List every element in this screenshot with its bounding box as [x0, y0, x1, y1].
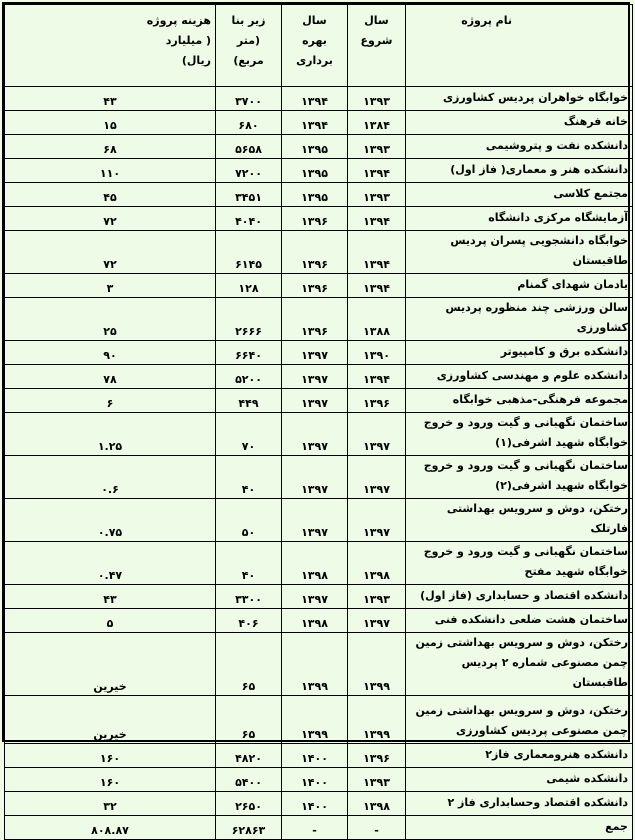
operation-year-cell: ۱۴۰۰ — [282, 792, 348, 816]
project-name-cell: یادمان شهدای گمنام — [406, 274, 633, 298]
cost-cell: ۱۶۰ — [5, 744, 216, 768]
operation-year-cell: ۱۳۹۵ — [282, 159, 348, 183]
projects-table-frame — [2, 2, 630, 837]
start-year-cell: ۱۳۹۸ — [348, 542, 406, 585]
cost-cell: ۱۶۰ — [5, 768, 216, 792]
project-name-cell: دانشکده علوم و مهندسی کشاورزی — [406, 365, 633, 389]
table-row — [5, 231, 633, 274]
operation-year-cell: ۱۴۰۰ — [282, 768, 348, 792]
project-name-cell: مجتمع کلاسی — [406, 183, 633, 207]
table-row — [5, 499, 633, 542]
cost-cell: خیرین — [5, 696, 216, 744]
operation-year-cell: ۱۳۹۵ — [282, 183, 348, 207]
area-cell: ۴۰ — [216, 542, 282, 585]
cost-cell: ۲۵ — [5, 298, 216, 341]
operation-year-cell: ۱۳۹۷ — [282, 365, 348, 389]
cost-cell: ۳ — [5, 274, 216, 298]
start-year-cell: ۱۳۹۳ — [348, 585, 406, 609]
area-cell: ۲۶۵۰ — [216, 792, 282, 816]
operation-year-cell: ۱۳۹۴ — [282, 87, 348, 111]
cost-cell: ۱۱۰ — [5, 159, 216, 183]
project-name-cell: رختکن، دوش و سرویس بهداشتی زمین چمن مصنوعی پردیس کشاورزی — [406, 696, 633, 744]
start-year-cell: ۱۳۹۷ — [348, 413, 406, 456]
cost-cell: ۷۲ — [5, 207, 216, 231]
table-row — [5, 744, 633, 768]
cost-cell: ۱.۲۵ — [5, 413, 216, 456]
operation-year-cell: ۱۳۹۷ — [282, 585, 348, 609]
operation-year-cell: - — [282, 816, 348, 840]
start-year-cell: ۱۳۹۸ — [348, 792, 406, 816]
area-cell: ۶۲۸۶۳ — [216, 816, 282, 840]
total-row — [5, 816, 633, 840]
project-name-cell: ساختمان نگهبانی و گیت ورود و خروج خوابگاه شهید مفتح — [406, 542, 633, 585]
project-name-cell: خانه فرهنگ — [406, 111, 633, 135]
start-year-cell: ۱۳۹۴ — [348, 231, 406, 274]
project-name-cell: آزمایشگاه مرکزی دانشگاه — [406, 207, 633, 231]
table-row — [5, 298, 633, 341]
cost-cell: ۵ — [5, 609, 216, 633]
project-name-cell: خوابگاه خواهران پردیس کشاورزی — [406, 87, 633, 111]
table-row — [5, 456, 633, 499]
cost-cell: ۷۲ — [5, 231, 216, 274]
area-cell: ۳۴۵۱ — [216, 183, 282, 207]
project-name-cell: سالن ورزشی چند منظوره پردیس کشاورزی — [406, 298, 633, 341]
start-year-cell: ۱۳۹۳ — [348, 768, 406, 792]
projects-table — [4, 4, 633, 840]
table-row — [5, 341, 633, 365]
cost-cell: ۸۰۸.۸۷ — [5, 816, 216, 840]
start-year-cell: ۱۳۹۳ — [348, 87, 406, 111]
cost-cell: ۷۸ — [5, 365, 216, 389]
table-row — [5, 135, 633, 159]
cost-cell: ۹۰ — [5, 341, 216, 365]
start-year-cell: ۱۳۹۴ — [348, 365, 406, 389]
table-row — [5, 207, 633, 231]
project-name-cell: دانشکده اقتصاد وحسابداری فاز ۲ — [406, 792, 633, 816]
table-row — [5, 768, 633, 792]
cost-cell: ۶ — [5, 389, 216, 413]
header-project-name: نام پروژه — [406, 5, 633, 87]
table-row — [5, 159, 633, 183]
area-cell: ۷۲۰۰ — [216, 159, 282, 183]
table-row — [5, 87, 633, 111]
area-cell: ۴۰۴۰ — [216, 207, 282, 231]
start-year-cell: ۱۳۹۰ — [348, 341, 406, 365]
cost-cell: ۱۵ — [5, 111, 216, 135]
area-cell: ۵۶۵۸ — [216, 135, 282, 159]
project-name-cell: خوابگاه دانشجویی پسران پردیس طاقبستان — [406, 231, 633, 274]
operation-year-cell: ۱۳۹۶ — [282, 298, 348, 341]
cost-cell: ۰.۷۵ — [5, 499, 216, 542]
cost-cell: ۶۸ — [5, 135, 216, 159]
start-year-cell: ۱۳۹۶ — [348, 744, 406, 768]
cost-cell: ۴۳ — [5, 87, 216, 111]
project-name-cell: ساختمان نگهبانی و گیت ورود و خروج خوابگاه شهید اشرفی(۱) — [406, 413, 633, 456]
table-row — [5, 389, 633, 413]
table-row — [5, 365, 633, 389]
area-cell: ۶۶۴۰ — [216, 341, 282, 365]
table-row — [5, 792, 633, 816]
operation-year-cell: ۱۳۹۷ — [282, 413, 348, 456]
project-name-cell: دانشکده هنرومعماری فاز۲ — [406, 744, 633, 768]
start-year-cell: ۱۳۹۹ — [348, 633, 406, 696]
table-row — [5, 585, 633, 609]
project-name-cell: دانشکده هنر و معماری( فاز اول) — [406, 159, 633, 183]
area-cell: ۷۰ — [216, 413, 282, 456]
area-cell: ۴۰ — [216, 456, 282, 499]
start-year-cell: ۱۳۹۴ — [348, 274, 406, 298]
area-cell: ۵۲۰۰ — [216, 365, 282, 389]
area-cell: ۴۴۹ — [216, 389, 282, 413]
start-year-cell: ۱۳۹۷ — [348, 499, 406, 542]
table-row — [5, 274, 633, 298]
operation-year-cell: ۱۳۹۵ — [282, 135, 348, 159]
operation-year-cell: ۱۳۹۹ — [282, 633, 348, 696]
area-cell: ۲۶۶۶ — [216, 298, 282, 341]
start-year-cell: ۱۳۹۷ — [348, 456, 406, 499]
header-cost: هزینه پروژه ( میلیارد ریال) — [5, 5, 216, 87]
table-row — [5, 413, 633, 456]
operation-year-cell: ۱۳۹۹ — [282, 696, 348, 744]
project-name-cell: دانشکده شیمی — [406, 768, 633, 792]
cost-cell: ۰.۶ — [5, 456, 216, 499]
project-name-cell: دانشکده اقتصاد و حسابداری (فاز اول) — [406, 585, 633, 609]
start-year-cell: - — [348, 816, 406, 840]
project-name-cell: دانشکده نفت و پتروشیمی — [406, 135, 633, 159]
cost-cell: ۰.۴۷ — [5, 542, 216, 585]
area-cell: ۳۷۰۰ — [216, 87, 282, 111]
cost-cell: ۳۲ — [5, 792, 216, 816]
table-row — [5, 183, 633, 207]
operation-year-cell: ۱۳۹۶ — [282, 231, 348, 274]
start-year-cell: ۱۳۹۳ — [348, 183, 406, 207]
cost-cell: خیرین — [5, 633, 216, 696]
area-cell: ۵۴۰۰ — [216, 768, 282, 792]
header-row — [5, 5, 633, 87]
cost-cell: ۴۵ — [5, 183, 216, 207]
start-year-cell: ۱۳۹۶ — [348, 389, 406, 413]
table-row — [5, 696, 633, 744]
area-cell: ۶۸۰ — [216, 111, 282, 135]
project-name-cell: جمع — [406, 816, 633, 840]
area-cell: ۱۲۸ — [216, 274, 282, 298]
area-cell: ۵۰ — [216, 499, 282, 542]
start-year-cell: ۱۳۸۸ — [348, 298, 406, 341]
table-row — [5, 633, 633, 696]
operation-year-cell: ۱۳۹۷ — [282, 499, 348, 542]
table-row — [5, 111, 633, 135]
area-cell: ۴۰۶ — [216, 609, 282, 633]
start-year-cell: ۱۳۹۴ — [348, 159, 406, 183]
project-name-cell: رختکن، دوش و سرویس بهداشتی زمین چمن مصنوعی شماره ۲ پردیس طاقبستان — [406, 633, 633, 696]
operation-year-cell: ۱۳۹۸ — [282, 609, 348, 633]
start-year-cell: ۱۳۹۴ — [348, 207, 406, 231]
start-year-cell: ۱۳۹۷ — [348, 609, 406, 633]
project-name-cell: ساختمان نگهبانی و گیت ورود و خروج خوابگاه شهید اشرفی(۲) — [406, 456, 633, 499]
header-operation-year: سال بهره برداری — [282, 5, 348, 87]
start-year-cell: ۱۳۹۹ — [348, 696, 406, 744]
project-name-cell: مجموعه فرهنگی-مذهبی خوابگاه — [406, 389, 633, 413]
project-name-cell: دانشکده برق و کامپیوتر — [406, 341, 633, 365]
area-cell: ۳۳۰۰ — [216, 585, 282, 609]
table-row — [5, 609, 633, 633]
operation-year-cell: ۱۳۹۷ — [282, 341, 348, 365]
start-year-cell: ۱۳۸۴ — [348, 111, 406, 135]
operation-year-cell: ۱۳۹۷ — [282, 456, 348, 499]
operation-year-cell: ۱۴۰۰ — [282, 744, 348, 768]
start-year-cell: ۱۳۹۳ — [348, 135, 406, 159]
project-name-cell: ساختمان هشت ضلعی دانشکده فنی — [406, 609, 633, 633]
operation-year-cell: ۱۳۹۶ — [282, 274, 348, 298]
cost-cell: ۴۳ — [5, 585, 216, 609]
header-start-year: سال شروع — [348, 5, 406, 87]
table-row — [5, 542, 633, 585]
operation-year-cell: ۱۳۹۴ — [282, 111, 348, 135]
area-cell: ۶۵ — [216, 696, 282, 744]
area-cell: ۶۱۴۵ — [216, 231, 282, 274]
header-area: زیر بنا (متر مربع) — [216, 5, 282, 87]
operation-year-cell: ۱۳۹۷ — [282, 389, 348, 413]
operation-year-cell: ۱۳۹۸ — [282, 542, 348, 585]
operation-year-cell: ۱۳۹۶ — [282, 207, 348, 231]
area-cell: ۴۸۲۰ — [216, 744, 282, 768]
project-name-cell: رختکن، دوش و سرویس بهداشتی فارتلک — [406, 499, 633, 542]
area-cell: ۶۵ — [216, 633, 282, 696]
